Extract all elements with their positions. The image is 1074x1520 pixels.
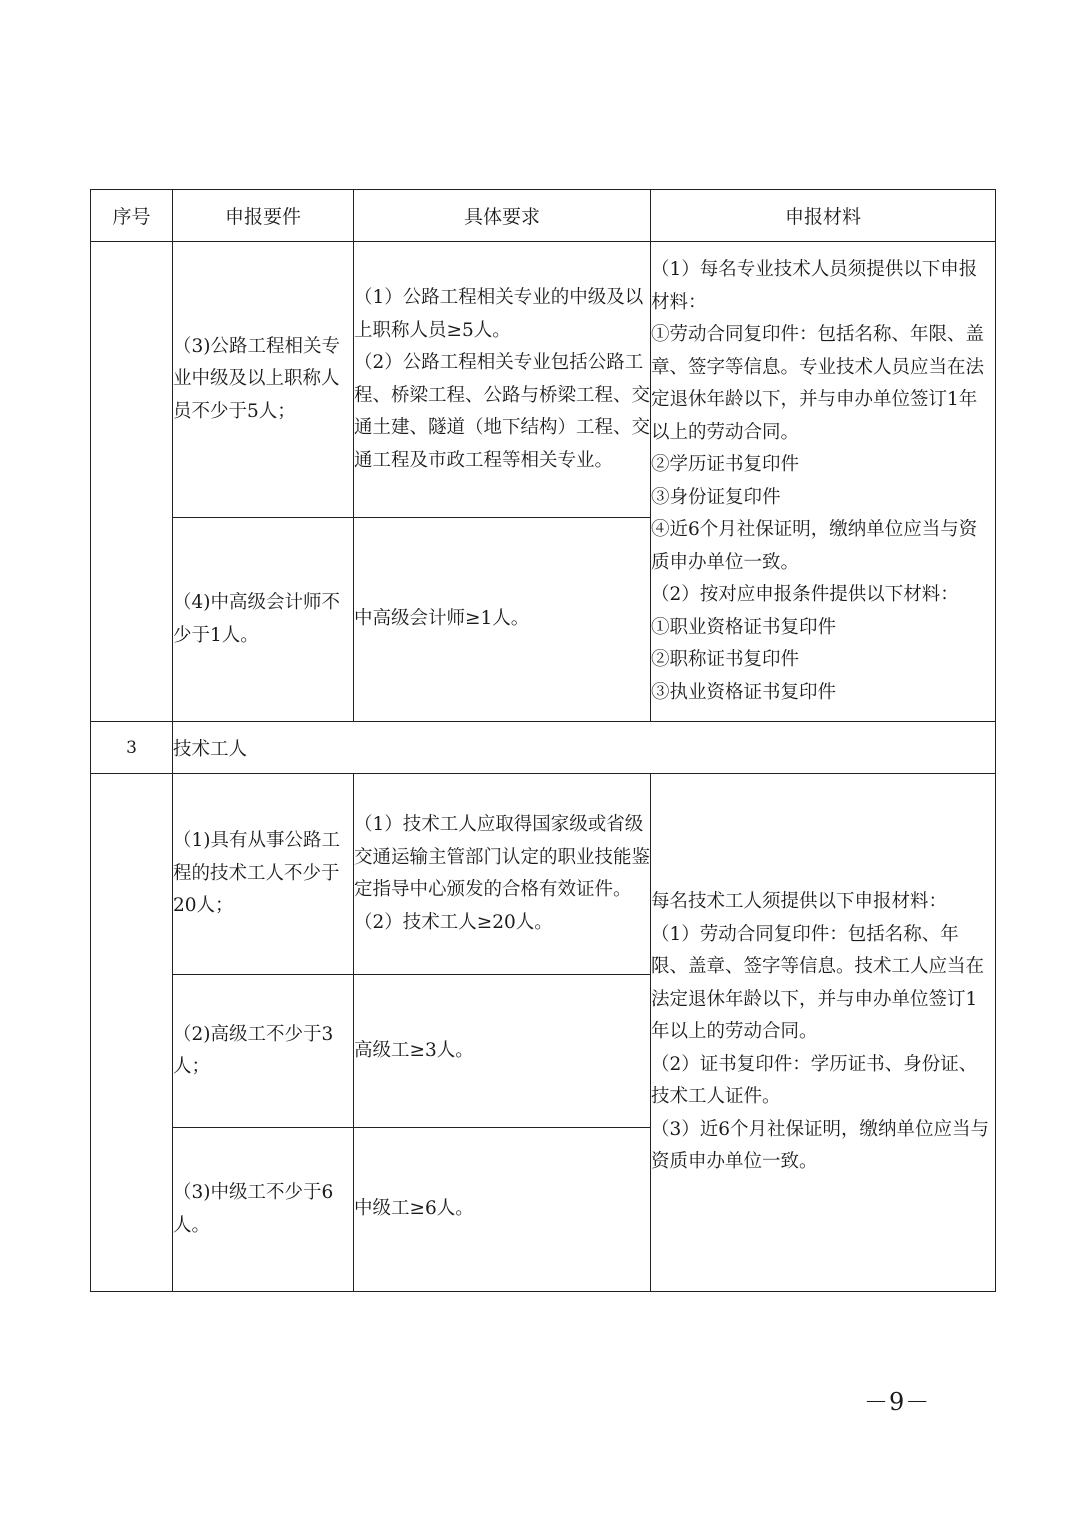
section-title: 技术工人 <box>173 722 996 774</box>
table-row <box>91 242 996 518</box>
materials-cell: （1）每名专业技术人员须提供以下申报材料： ①劳动合同复印件：包括名称、年限、盖章、签字等信息。专业技术人员应当在法定退休年龄以下，并与申办单位签订1年以上的劳动合同。 ②学历证书复印件 ③身份证复印件 ④近6个月社保证明，缴纳单位应当与资质申办单位一致。 （2）按对应申报条件提供以下材料： ①职业资格证书复印件 ②职称证书复印件 ③执业资格证书复印件 <box>651 242 996 722</box>
header-serial: 序号 <box>91 190 173 242</box>
section-row <box>91 722 996 774</box>
item-cell: （3)公路工程相关专业中级及以上职称人员不少于5人； <box>173 242 354 518</box>
serial-cell-empty <box>91 774 173 1292</box>
item-cell: （3)中级工不少于6人。 <box>173 1128 354 1292</box>
header-item: 申报要件 <box>173 190 354 242</box>
item-cell: （2)高级工不少于3人； <box>173 975 354 1128</box>
header-requirement: 具体要求 <box>354 190 651 242</box>
section-number: 3 <box>91 722 173 774</box>
table-row <box>91 774 996 975</box>
header-materials: 申报材料 <box>651 190 996 242</box>
requirement-cell: （1）公路工程相关专业的中级及以上职称人员≥5人。 （2）公路工程相关专业包括公路工程、桥梁工程、公路与桥梁工程、交通土建、隧道（地下结构）工程、交通工程及市政工程等相关专业。 <box>354 242 651 518</box>
requirements-table <box>90 189 996 1292</box>
page-number: －9－ <box>864 1388 931 1416</box>
item-cell: （4)中高级会计师不少于1人。 <box>173 518 354 722</box>
item-cell: （1)具有从事公路工程的技术工人不少于20人； <box>173 774 354 975</box>
requirement-cell: （1）技术工人应取得国家级或省级交通运输主管部门认定的职业技能鉴定指导中心颁发的合格有效证件。 （2）技术工人≥20人。 <box>354 774 651 975</box>
requirement-cell: 中高级会计师≥1人。 <box>354 518 651 722</box>
table-header-row <box>91 190 996 242</box>
requirement-cell: 中级工≥6人。 <box>354 1128 651 1292</box>
materials-cell: 每名技术工人须提供以下申报材料： （1）劳动合同复印件：包括名称、年限、盖章、签字等信息。技术工人应当在法定退休年龄以下，并与申办单位签订1年以上的劳动合同。 （2）证书复印件：学历证书、身份证、技术工人证件。 （3）近6个月社保证明，缴纳单位应当与资质申办单位一致。 <box>651 774 996 1292</box>
serial-cell-empty <box>91 242 173 722</box>
requirement-cell: 高级工≥3人。 <box>354 975 651 1128</box>
